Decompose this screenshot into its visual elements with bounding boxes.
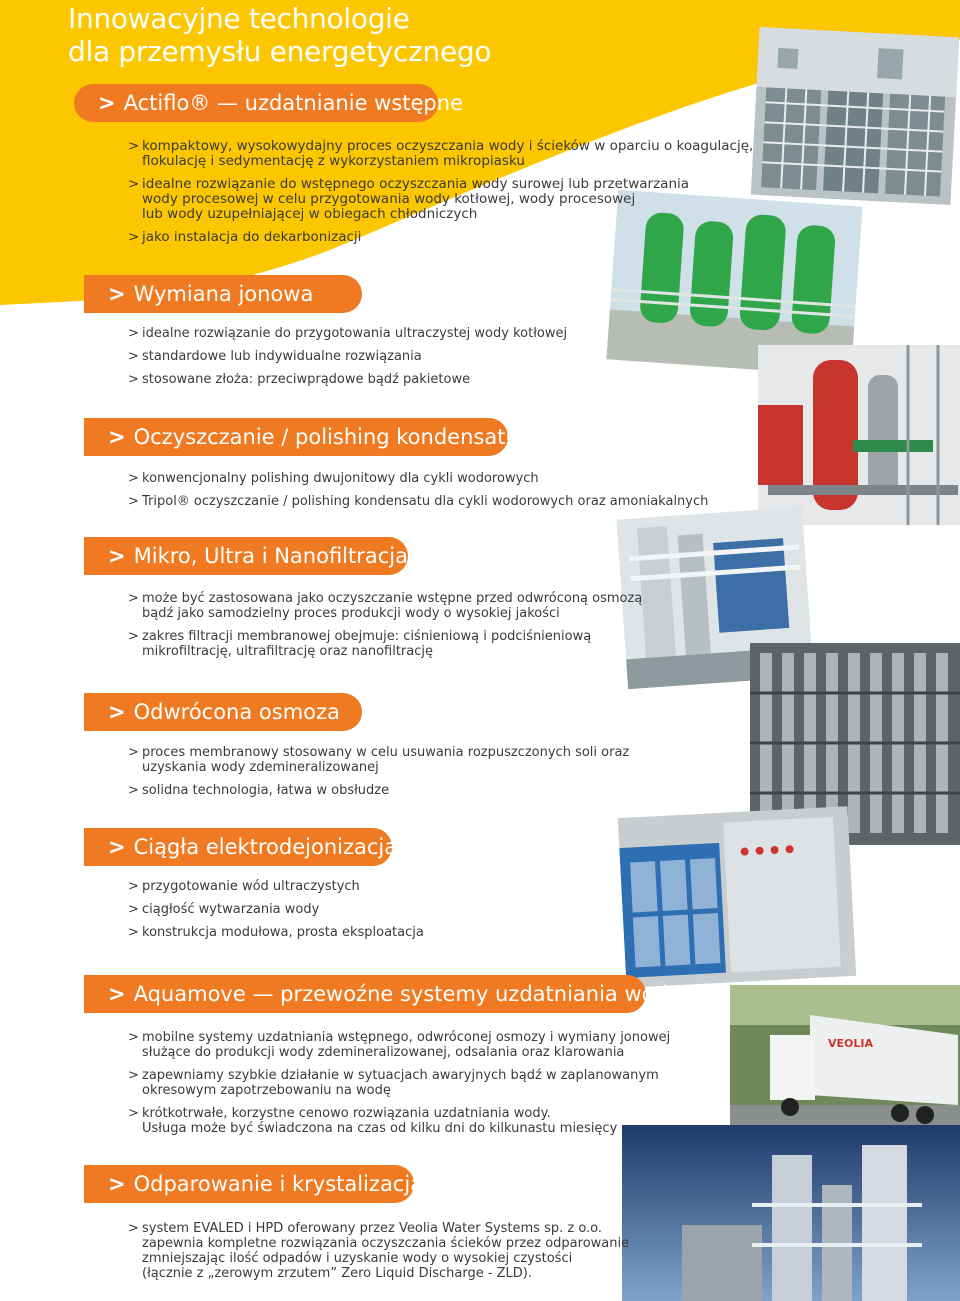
chevron-right-icon: > xyxy=(108,544,126,568)
list-item-line: mikrofiltrację, ultrafiltrację oraz nanofiltrację xyxy=(142,644,433,659)
heading-text: Actiflo® — uzdatnianie wstępne xyxy=(123,91,463,115)
list-item xyxy=(128,902,424,917)
bullet-list-actiflo xyxy=(128,139,753,253)
heading-text: Oczyszczanie / polishing kondensatu xyxy=(133,425,519,449)
list-item xyxy=(128,629,642,659)
list-item-line: flokulację i sedymentację z wykorzystaniem mikropiasku xyxy=(142,153,525,169)
heading-text: Wymiana jonowa xyxy=(133,282,314,306)
list-item-line: wody procesowej w celu przygotowania wody kotłowej, wody procesowej xyxy=(142,191,636,207)
list-item-line: > konstrukcja modułowa, prosta eksploatacja xyxy=(142,925,424,940)
list-item-line: > zapewniamy szybkie działanie w sytuacjach awaryjnych bądź w zaplanowanym xyxy=(142,1068,659,1083)
list-item xyxy=(128,1068,670,1098)
chevron-right-icon: > xyxy=(108,700,126,724)
list-item xyxy=(128,471,708,486)
bullet-list-ion-exchange xyxy=(128,326,567,395)
list-item xyxy=(128,230,753,245)
list-item-line: > proces membranowy stosowany w celu usuwania rozpuszczonych soli oraz xyxy=(142,745,630,760)
chevron-right-icon: > xyxy=(108,982,126,1006)
list-item xyxy=(128,925,424,940)
chevron-right-icon: > xyxy=(108,1172,126,1196)
heading-text: Odwrócona osmoza xyxy=(133,700,340,724)
heading-text: Odparowanie i krystalizacja xyxy=(133,1172,424,1196)
list-item xyxy=(128,494,708,509)
list-item-line: > przygotowanie wód ultraczystych xyxy=(142,879,360,894)
list-item xyxy=(128,1030,670,1060)
list-item-line: Usługa może być świadczona na czas od kilku dni do kilkunastu miesięcy xyxy=(142,1121,618,1136)
list-item-line: zmniejszając ilość odpadów i uzyskanie wody o wysokiej czystości xyxy=(142,1251,573,1266)
list-item xyxy=(128,349,567,364)
list-item xyxy=(128,1221,629,1281)
list-item xyxy=(128,177,753,222)
list-item-line: okresowym zapotrzebowaniu na wodę xyxy=(142,1083,391,1098)
list-item-line: > mobilne systemy uzdatniania wstępnego, odwróconej osmozy i wymiany jonowej xyxy=(142,1030,671,1045)
bullet-list-aquamove xyxy=(128,1030,670,1144)
list-item xyxy=(128,591,642,621)
list-item-line: > zakres filtracji membranowej obejmuje: ciśnieniową i podciśnieniową xyxy=(142,629,592,644)
heading-text: Aquamove — przewoźne systemy uzdatniania wody xyxy=(133,982,681,1006)
list-item-line: > ciągłość wytwarzania wody xyxy=(142,902,320,917)
list-item-line: > może być zastosowana jako oczyszczanie wstępne przed odwróconą osmozą xyxy=(142,591,643,606)
page-title xyxy=(68,2,491,68)
section-heading-actiflo xyxy=(74,84,463,122)
list-item-line: bądź jako samodzielny proces produkcji wody o wysokiej jakości xyxy=(142,606,560,621)
list-item xyxy=(128,326,567,341)
section-heading-ion-exchange xyxy=(84,275,362,313)
list-item-line: > stosowane złoża: przeciwprądowe bądź pakietowe xyxy=(142,372,471,387)
list-item-line: > Tripol® oczyszczanie / polishing kondensatu dla cykli wodorowych oraz amoniakalnych xyxy=(142,494,709,509)
section-heading-evaporation xyxy=(84,1165,424,1203)
section-heading-condensate-polishing xyxy=(84,418,519,456)
list-item-line: uzyskania wody zdemineralizowanej xyxy=(142,760,379,775)
heading-text: Ciągła elektrodejonizacja xyxy=(133,835,398,859)
list-item-line: > krótkotrwałe, korzystne cenowo rozwiązania uzdatniania wody. xyxy=(142,1106,551,1121)
list-item-line: > jako instalacja do dekarbonizacji xyxy=(142,229,362,245)
photo-electrodeionization-modules xyxy=(618,806,857,988)
truck-logo: VEOLIA xyxy=(828,1037,873,1050)
list-item xyxy=(128,783,629,798)
bullet-list-filtration xyxy=(128,591,642,667)
list-item xyxy=(128,372,567,387)
list-item-line: lub wody uzupełniającej w obiegach chłodniczych xyxy=(142,206,478,222)
chevron-right-icon: > xyxy=(108,425,126,449)
heading-text: Mikro, Ultra i Nanofiltracja xyxy=(133,544,409,568)
list-item-line: > standardowe lub indywidualne rozwiązania xyxy=(142,349,422,364)
chevron-right-icon: > xyxy=(108,835,126,859)
list-item xyxy=(128,139,753,169)
list-item-line: (łącznie z „zerowym zrzutem” Zero Liquid Discharge - ZLD). xyxy=(142,1266,533,1281)
title-line-1: Innowacyjne technologie xyxy=(68,2,410,35)
list-item-line: > idealne rozwiązanie do wstępnego oczyszczania wody surowej lub przetwarzania xyxy=(142,176,690,192)
bullet-list-reverse-osmosis xyxy=(128,745,629,806)
bullet-list-evaporation xyxy=(128,1221,629,1289)
list-item xyxy=(128,879,424,894)
chevron-right-icon: > xyxy=(98,91,116,115)
list-item-line: > system EVALED i HPD oferowany przez Veolia Water Systems sp. z o.o. xyxy=(142,1221,603,1236)
photo-evaporation-plant xyxy=(622,1125,960,1301)
bullet-list-electrodeionization xyxy=(128,879,424,948)
section-heading-electrodeionization xyxy=(84,828,398,866)
list-item-line: > idealne rozwiązanie do przygotowania ultraczystej wody kotłowej xyxy=(142,326,568,341)
section-heading-aquamove xyxy=(84,975,681,1013)
title-line-2: dla przemysłu energetycznego xyxy=(68,35,492,68)
section-heading-filtration xyxy=(84,537,408,575)
photo-condensate-polishing xyxy=(758,345,960,525)
chevron-right-icon: > xyxy=(108,282,126,306)
list-item-line: > konwencjonalny polishing dwujonitowy dla cykli wodorowych xyxy=(142,471,539,486)
list-item-line: > solidna technologia, łatwa w obsłudze xyxy=(142,783,390,798)
list-item-line: zapewnia kompletne rozwiązania oczyszczania ścieków przez odparowanie xyxy=(142,1236,630,1251)
list-item-line: służące do produkcji wody zdemineralizowanej, odsalania oraz klarowania xyxy=(142,1045,625,1060)
list-item xyxy=(128,745,629,775)
photo-actiflo-basins xyxy=(751,27,960,205)
section-heading-reverse-osmosis xyxy=(84,693,362,731)
bullet-list-condensate-polishing xyxy=(128,471,708,517)
list-item-line: > kompaktowy, wysokowydajny proces oczyszczania wody i ścieków w oparciu o koagulację, xyxy=(142,138,754,154)
list-item xyxy=(128,1106,670,1136)
